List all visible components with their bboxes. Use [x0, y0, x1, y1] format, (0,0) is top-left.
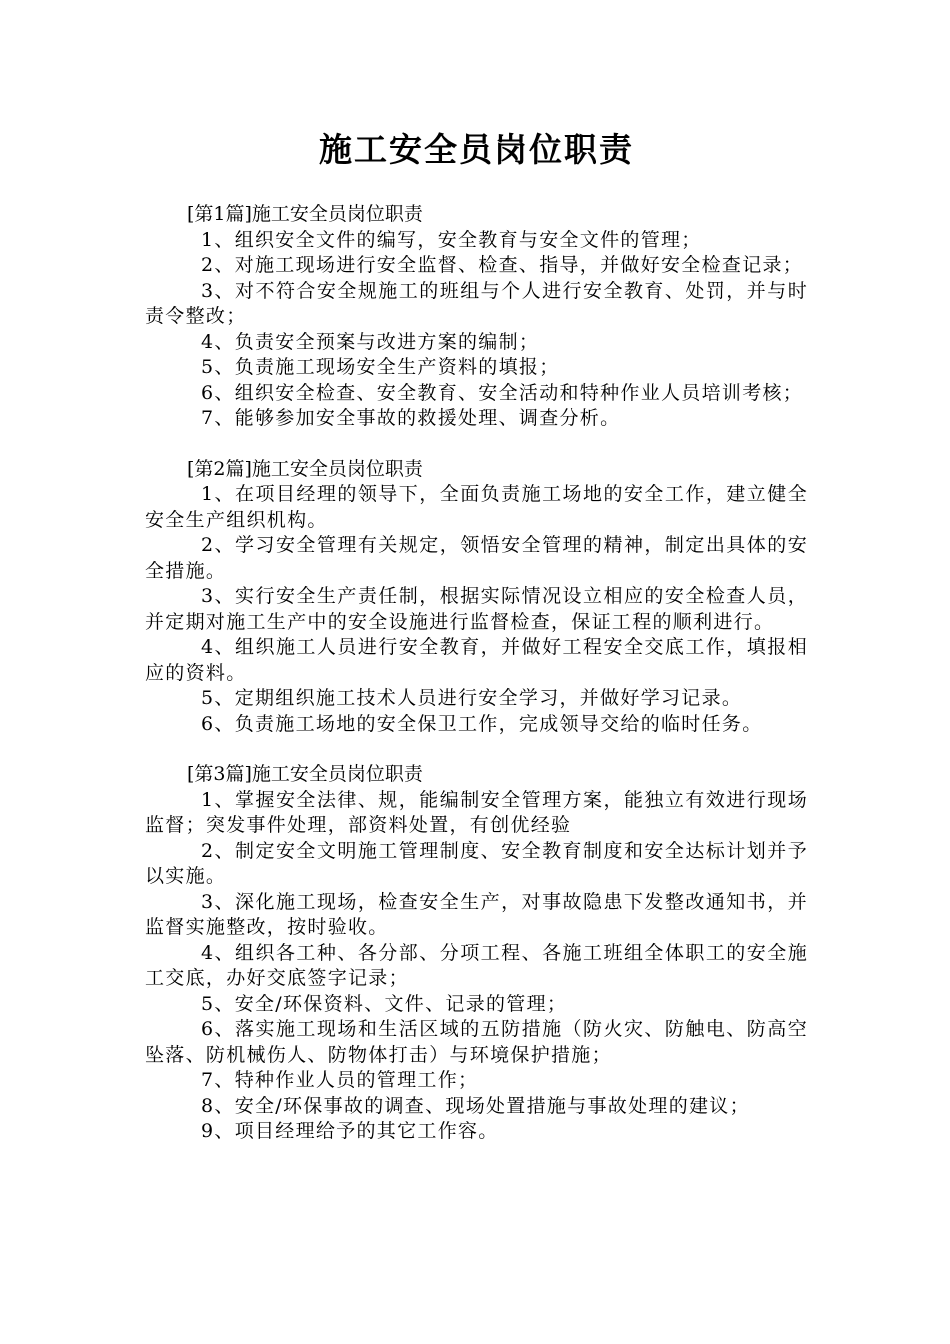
duty-item: 1、在项目经理的领导下，全面负责施工场地的安全工作，建立健全安全生产组织机构。: [145, 483, 808, 531]
duty-item: 9、项目经理给予的其它工作容。: [201, 1120, 499, 1142]
duty-item: 2、对施工现场进行安全监督、检查、指导，并做好安全检查记录；: [201, 254, 804, 276]
duty-item: 5、定期组织施工技术人员进行安全学习，并做好学习记录。: [201, 687, 743, 709]
duty-item: 6、组织安全检查、安全教育、安全活动和特种作业人员培训考核；: [201, 381, 804, 404]
duty-item: 4、组织施工人员进行安全教育，并做好工程安全交底工作，填报相应的资料。: [145, 636, 808, 684]
duty-item: 4、负责安全预案与改进方案的编制；: [201, 330, 540, 353]
duty-item: 8、安全/环保事故的调查、现场处置措施与事故处理的建议；: [201, 1094, 750, 1117]
section-heading: [第1篇]施工安全员岗位职责: [187, 203, 423, 225]
duty-item: 5、安全/环保资料、文件、记录的管理；: [201, 992, 568, 1015]
section-2: [145, 457, 808, 738]
section-1: [145, 202, 808, 432]
duty-item: 7、特种作业人员的管理工作；: [201, 1069, 479, 1091]
document-title: 施工安全员岗位职责: [319, 130, 634, 169]
duty-item: 7、能够参加安全事故的救援处理、调查分析。: [201, 407, 621, 429]
section-heading: [第3篇]施工安全员岗位职责: [187, 763, 423, 785]
duty-item: 3、深化施工现场，检查安全生产，对事故隐患下发整改通知书，并监督实施整改，按时验收。: [145, 890, 808, 938]
duty-item: 1、掌握安全法律、规，能编制安全管理方案，能独立有效进行现场监督；突发事件处理，部资料处置，有创优经验: [145, 788, 808, 836]
document-page: [145, 120, 808, 1170]
duty-item: 3、对不符合安全规施工的班组与个人进行安全教育、处罚，并与时责令整改；: [145, 279, 808, 327]
duty-item: 3、实行安全生产责任制，根据实际情况设立相应的安全检查人员，并定期对施工生产中的安全设施进行监督检查，保证工程的顺利进行。: [145, 585, 808, 633]
duty-item: 4、组织各工种、各分部、分项工程、各施工班组全体职工的安全施工交底，办好交底签字记录；: [145, 941, 808, 989]
section-3: [145, 762, 808, 1145]
duty-item: 2、制定安全文明施工管理制度、安全教育制度和安全达标计划并予以实施。: [145, 839, 808, 887]
duty-item: 5、负责施工现场安全生产资料的填报；: [201, 356, 560, 378]
duty-item: 2、学习安全管理有关规定，领悟安全管理的精神，制定出具体的安全措施。: [145, 534, 808, 582]
duty-item: 6、落实施工现场和生活区域的五防措施（防火灾、防触电、防高空坠落、防机械伤人、防物体打击）与环境保护措施；: [145, 1018, 808, 1066]
section-heading: [第2篇]施工安全员岗位职责: [187, 457, 423, 480]
duty-item: 6、负责施工场地的安全保卫工作，完成领导交给的临时任务。: [201, 712, 763, 735]
duty-item: 1、组织安全文件的编写，安全教育与安全文件的管理；: [201, 228, 702, 251]
